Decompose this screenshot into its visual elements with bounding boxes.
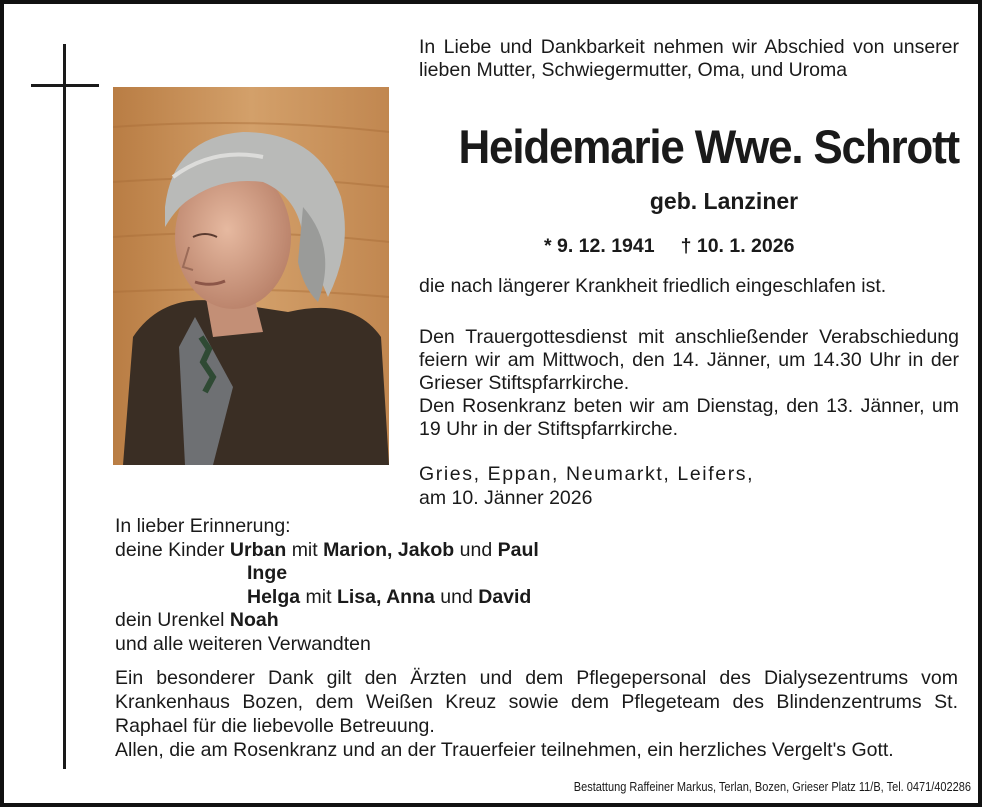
- maiden-name: geb. Lanziner: [649, 188, 799, 214]
- places-line: Gries, Eppan, Neumarkt, Leifers,: [419, 463, 755, 485]
- thanks-text: [115, 666, 958, 762]
- family-row-inge: [115, 562, 715, 586]
- family-row-relatives: und alle weiteren Verwandten: [115, 632, 371, 655]
- family-heading: In lieber Erinnerung:: [115, 515, 291, 537]
- service-text: [419, 326, 959, 441]
- funeral-service-text: Den Trauergottesdienst mit anschließender Verabschiedung feiern wir am Mittwoch, den 14. Jänner, um 14.30 Uhr in der Grieser Stiftspfarrkirche.: [419, 326, 959, 394]
- deceased-name: Heidemarie Wwe. Schrott: [458, 121, 959, 174]
- birth-date: * 9. 12. 1941: [544, 235, 655, 257]
- funeral-home-footer: Bestattung Raffeiner Markus, Terlan, Bozen, Grieser Platz 11/B, Tel. 0471/402286: [573, 780, 971, 794]
- family-row-urban: deine Kinder Urban mit Marion, Jakob und Paul: [115, 538, 539, 561]
- family-row-greatgrandchild: dein Urenkel Noah: [115, 609, 279, 631]
- rosary-text: Den Rosenkranz beten wir am Dienstag, den 13. Jänner, um 19 Uhr in der Stiftspfarrkirche.: [419, 395, 959, 440]
- children-label: deine Kinder: [115, 538, 225, 561]
- child-name: Inge: [247, 562, 288, 584]
- thanks-attendance: Allen, die am Rosenkranz und an der Trauerfeier teilnehmen, ein herzliches Vergelt's Gott.: [115, 739, 894, 761]
- portrait-photo: [113, 87, 389, 465]
- family-list: [115, 515, 715, 656]
- child-name: Helga: [247, 585, 301, 608]
- family-row-helga: Helga mit Lisa, Anna und David: [247, 585, 532, 608]
- intro-text: In Liebe und Dankbarkeit nehmen wir Abschied von unserer lieben Mutter, Schwiegermutter, Oma, und Uroma: [419, 36, 959, 81]
- cross-icon-bar: [31, 84, 99, 87]
- cross-icon: [63, 44, 66, 769]
- life-dates: [544, 235, 844, 258]
- child-name: Urban: [229, 538, 287, 561]
- thanks-care: Ein besonderer Dank gilt den Ärzten und dem Pflegepersonal des Dialysezentrums vom Krankenhaus Bozen, dem Weißen Kreuz sowie dem Pflegeteam des Blindenzentrums St. Raphael für die liebevolle Betreuung.: [115, 667, 958, 737]
- illness-text: die nach längerer Krankheit friedlich eingeschlafen ist.: [419, 275, 887, 297]
- death-date: † 10. 1. 2026: [680, 235, 795, 257]
- date-line: am 10. Jänner 2026: [419, 487, 593, 509]
